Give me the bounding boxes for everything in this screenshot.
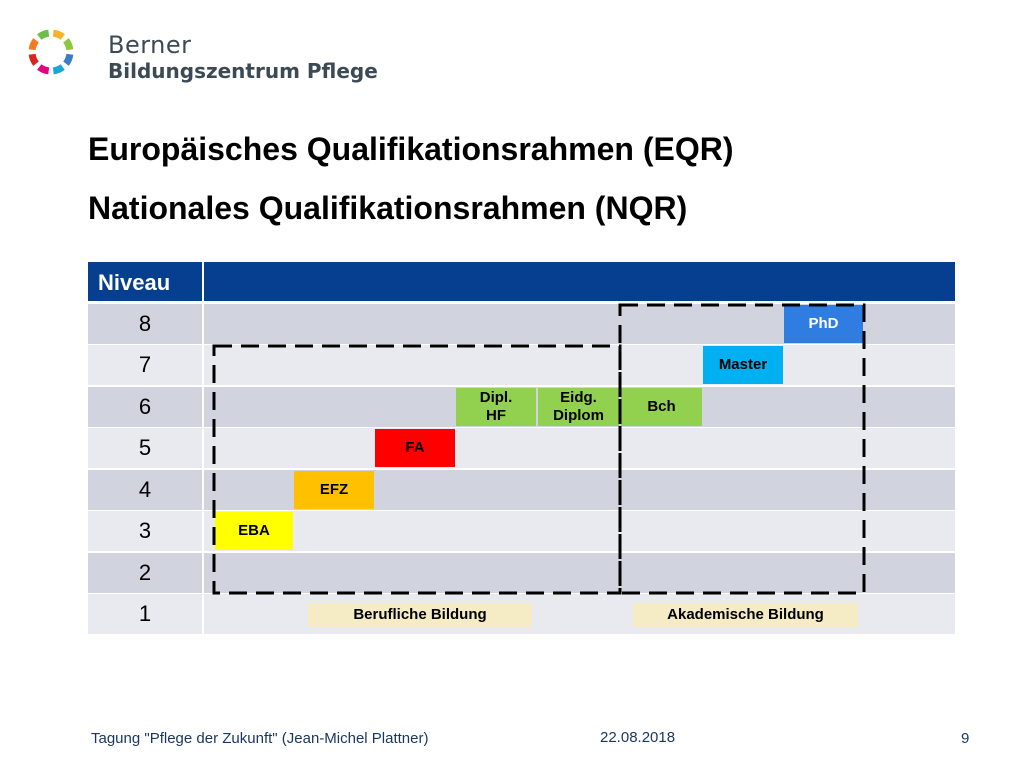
qualification-label-line1: Dipl.: [479, 389, 513, 406]
qualification-box-efz: [294, 471, 374, 509]
level-row-2: [88, 553, 955, 593]
qualification-grid: [88, 262, 955, 634]
level-label: 8: [88, 304, 202, 344]
footer-date: 22.08.2018: [600, 729, 676, 746]
logo-ring-segment: [39, 67, 48, 71]
qualification-box-bch: [621, 388, 702, 426]
level-label: 6: [88, 387, 202, 427]
level-row-fill: [204, 553, 955, 593]
level-label: 3: [88, 511, 202, 551]
slide-title-nqr: Nationales Qualifikationsrahmen (NQR): [88, 190, 688, 226]
logo-ring-segment: [53, 33, 62, 37]
level-label: 5: [88, 428, 202, 468]
grid-header-row: [88, 262, 955, 301]
logo-ring-segment: [66, 40, 70, 49]
qualification-label: FA: [405, 439, 425, 456]
level-label: 1: [88, 594, 202, 634]
qualification-label-line2: Diplom: [553, 407, 604, 424]
logo-line2: Bildungszentrum Pflege: [108, 59, 378, 83]
level-row-5: [88, 428, 955, 468]
logo-ring-segment: [39, 33, 48, 37]
caption-academic: Akademische Bildung: [633, 603, 858, 627]
logo-ring-segment: [32, 40, 36, 49]
caption-vocational: Berufliche Bildung: [308, 603, 532, 627]
qualification-label: EFZ: [319, 481, 349, 498]
level-row-7: [88, 345, 955, 385]
slide-title-eqr: Europäisches Qualifikationsrahmen (EQR): [88, 131, 734, 167]
logo: [26, 27, 378, 87]
level-label: 7: [88, 345, 202, 385]
qualification-box-fa: [375, 429, 455, 467]
qualification-label: Bch: [647, 398, 676, 415]
logo-ring-segment: [53, 67, 62, 71]
qualification-label-line2: HF: [486, 407, 506, 424]
qualification-box-eidg-diplom: [538, 388, 619, 426]
qualification-label: PhD: [808, 315, 839, 332]
qualification-label: EBA: [238, 522, 270, 539]
level-row-fill: [204, 428, 955, 468]
level-label: 4: [88, 470, 202, 510]
page-number: 9: [961, 730, 970, 747]
level-row-fill: [204, 511, 955, 551]
qualification-box-dipl-hf: [456, 388, 536, 426]
logo-ring-segment: [66, 54, 70, 63]
level-row-fill: [204, 345, 955, 385]
level-row-4: [88, 470, 955, 510]
qualification-box-phd: [784, 305, 863, 343]
niveau-header: Niveau: [88, 262, 202, 301]
qualification-box-eba: [215, 512, 293, 550]
logo-line1: Berner: [108, 31, 192, 59]
logo-ring-icon: [26, 27, 76, 77]
logo-ring-segment: [32, 54, 36, 63]
qualification-label: Master: [718, 356, 768, 373]
header-fill: [204, 262, 955, 301]
footer-event: Tagung "Pflege der Zukunft" (Jean-Michel Plattner): [91, 730, 429, 747]
qualification-label-line1: Eidg.: [560, 389, 597, 406]
qualification-box-master: [703, 346, 783, 384]
level-label: 2: [88, 553, 202, 593]
